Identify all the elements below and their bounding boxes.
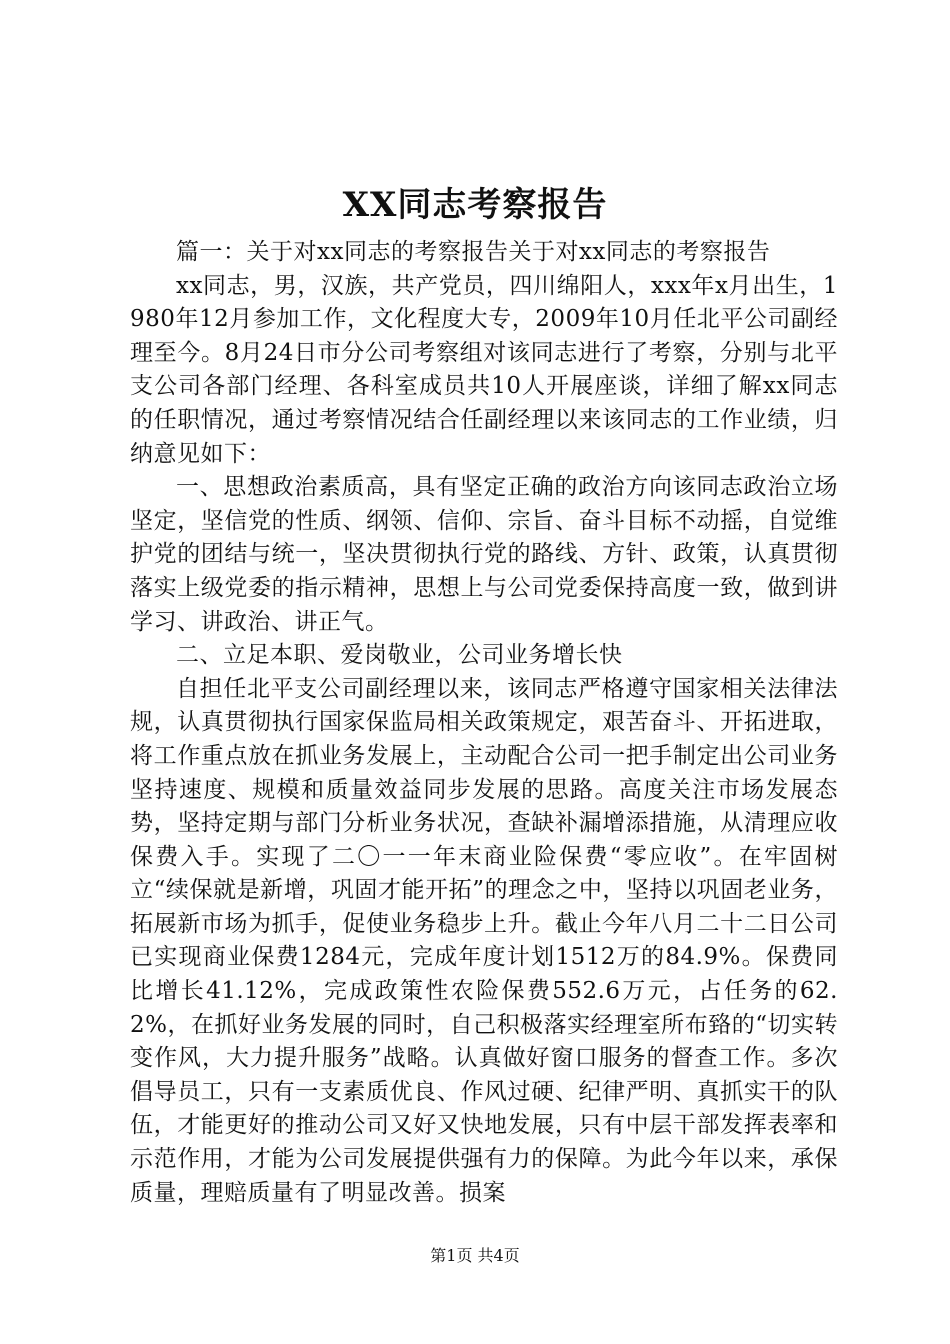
paragraph-section-2-body: 自担任北平支公司副经理以来，该同志严格遵守国家相关法律法规，认真贯彻执行国家保监局相关政策规定，艰苦奋斗、开拓进取，将工作重点放在抓业务发展上，主动配合公司一把手制定出公司业务坚持速度、规模和质量效益同步发展的思路。高度关注市场发展态势，坚持定期与部门分析业务状况，查缺补漏增添措施，从清理应收保费入手。实现了二〇一一年末商业险保费“零应收”。在牢固树立“续保就是新增，巩固才能开拓”的理念之中，坚持以巩固老业务，拓展新市场为抓手，促使业务稳步上升。截止今年八月二十二日公司已实现商业保费1284元，完成年度计划1512万的84.9%。保费同比增长41.12%，完成政策性农险保费552.6万元，占任务的62.2%，在抓好业务发展的同时，自己积极落实经理室所布臵的“切实转变作风，大力提升服务”战略。认真做好窗口服务的督查工作。多次倡导员工，只有一支素质优良、作风过硬、纪律严明、真抓实干的队伍，才能更好的推动公司又好又快地发展，只有中层干部发挥表率和示范作用，才能为公司发展提供强有力的保障。为此今年以来，承保质量，理赔质量有了明显改善。损案 [130, 675, 838, 1206]
paragraph-profile: xx同志，男，汉族，共产党员，四川绵阳人，xxx年x月出生，1980年12月参加工作，文化程度大专，2009年10月任北平公司副经理至今。8月24日市分公司考察组对该同志进行了考察，分别与北平支公司各部门经理、各科室成员共10人开展座谈，详细了解xx同志的任职情况，通过考察情况结合任副经理以来该同志的工作业绩，归纳意见如下： [130, 272, 838, 467]
paragraph-section-2-heading: 二、立足本职、爱岗敬业，公司业务增长快 [176, 642, 623, 669]
document-body [130, 236, 838, 1210]
document-title: XX同志考察报告 [342, 185, 608, 225]
paragraph-section-1: 一、思想政治素质高，具有坚定正确的政治方向该同志政治立场坚定，坚信党的性质、纲领、信仰、宗旨、奋斗目标不动摇，自觉维护党的团结与统一，坚决贯彻执行党的路线、方针、政策，认真贯彻落实上级党委的指示精神，思想上与公司党委保持高度一致，做到讲学习、讲政治、讲正气。 [130, 474, 838, 635]
page-footer: 第1页 共4页 [430, 1246, 520, 1265]
paragraph-intro: 篇一：关于对xx同志的考察报告关于对xx同志的考察报告 [176, 239, 771, 265]
